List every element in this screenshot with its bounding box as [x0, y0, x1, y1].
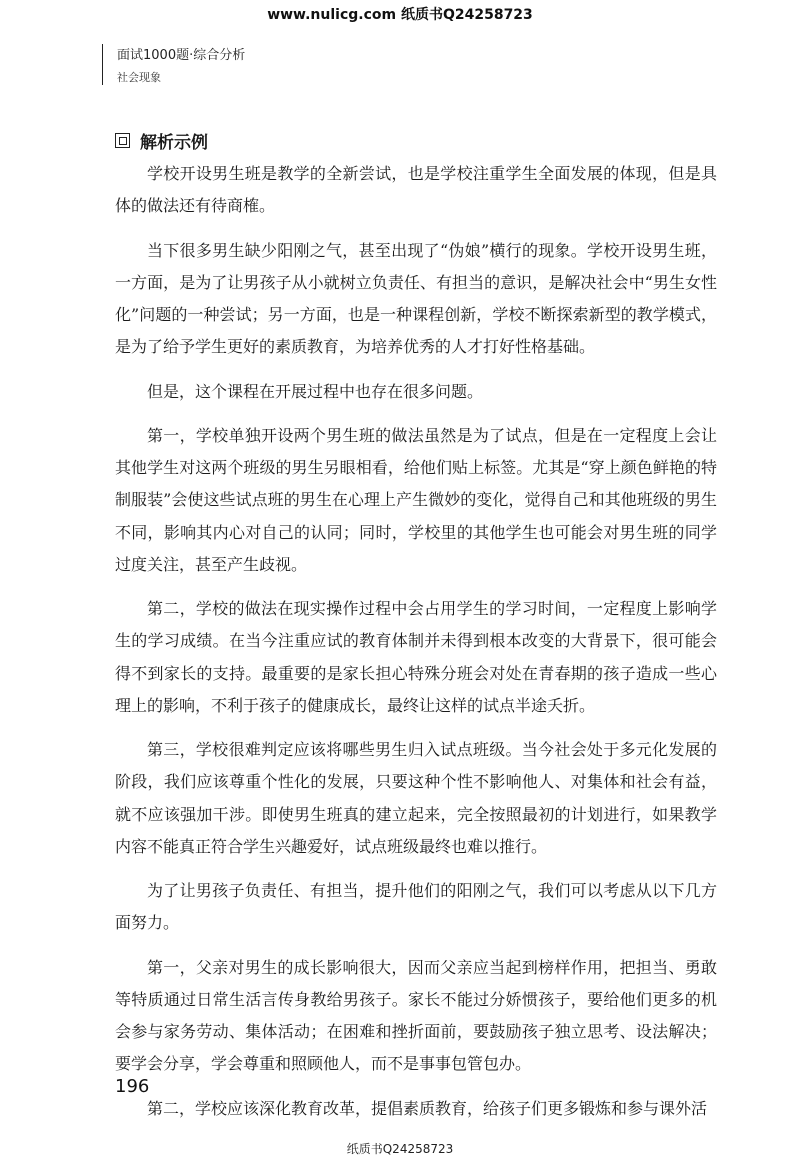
paragraph: 第二，学校的做法在现实操作过程中会占用学生的学习时间，一定程度上影响学生的学习成绩。在当今注重应试的教育体制并未得到根本改变的大背景下，很可能会得不到家长的支持。最重要的是家长担心特殊分班会对处在青春期的孩子造成一些心理上的影响，不利于孩子的健康成长，最终让这样的试点半途夭折。 [115, 599, 717, 715]
paragraph: 第一，父亲对男生的成长影响很大，因而父亲应当起到榜样作用，把担当、勇敢等特质通过日常生活言传身教给男孩子。家长不能过分娇惯孩子，要给他们更多的机会参与家务劳动、集体活动；在困难和挫折面前，要鼓励孩子独立思考、设法解决；要学会分享，学会尊重和照顾他人，而不是事事包管包办。 [115, 957, 717, 1074]
top-watermark: www.nulicg.com 纸质书Q24258723 [267, 7, 533, 23]
section-title: 解析示例 [140, 133, 208, 153]
paragraph: 第二，学校应该深化教育改革，提倡素质教育，给孩子们更多锻炼和参与课外活 [147, 1098, 708, 1118]
book-title: 面试1000题·综合分析 [117, 48, 246, 63]
section-heading [115, 128, 208, 153]
paragraph: 第一，学校单独开设两个男生班的做法虽然是为了试点，但是在一定程度上会让其他学生对这两个班级的男生另眼相看，给他们贴上标签。尤其是“穿上颜色鲜艳的特制服装”会使这些试点班的男生在心理上产生微妙的变化，觉得自己和其他班级的男生不同，影响其内心对自己的认同；同时，学校里的其他学生也可能会对男生班的同学过度关注，甚至产生歧视。 [115, 425, 717, 574]
paragraph: 为了让男孩子负责任、有担当，提升他们的阳刚之气，我们可以考虑从以下几方面努力。 [115, 881, 717, 933]
body-text [115, 158, 717, 1137]
chapter-label: 社会现象 [117, 71, 161, 84]
paragraph: 第三，学校很难判定应该将哪些男生归入试点班级。当今社会处于多元化发展的阶段，我们应该尊重个性化的发展，只要这种个性不影响他人、对集体和社会有益，就不应该强加干涉。即使男生班真的建立起来，完全按照最初的计划进行，如果教学内容不能真正符合学生兴趣爱好，试点班级最终也难以推行。 [115, 740, 717, 856]
paragraph: 但是，这个课程在开展过程中也存在很多问题。 [147, 381, 484, 401]
paragraph: 当下很多男生缺少阳刚之气，甚至出现了“伪娘”横行的现象。学校开设男生班，一方面，是为了让男孩子从小就树立负责任、有担当的意识，是解决社会中“男生女性化”问题的一种尝试；另一方面，也是一种课程创新，学校不断探索新型的教学模式，是为了给予学生更好的素质教育，为培养优秀的人才打好性格基础。 [115, 240, 717, 357]
running-head [102, 44, 245, 85]
box-icon [115, 133, 130, 148]
page-number: 196 [115, 1076, 150, 1097]
bottom-watermark: 纸质书Q24258723 [346, 1142, 454, 1156]
paragraph: 学校开设男生班是教学的全新尝试，也是学校注重学生全面发展的体现，但是具体的做法还有待商榷。 [115, 164, 717, 216]
